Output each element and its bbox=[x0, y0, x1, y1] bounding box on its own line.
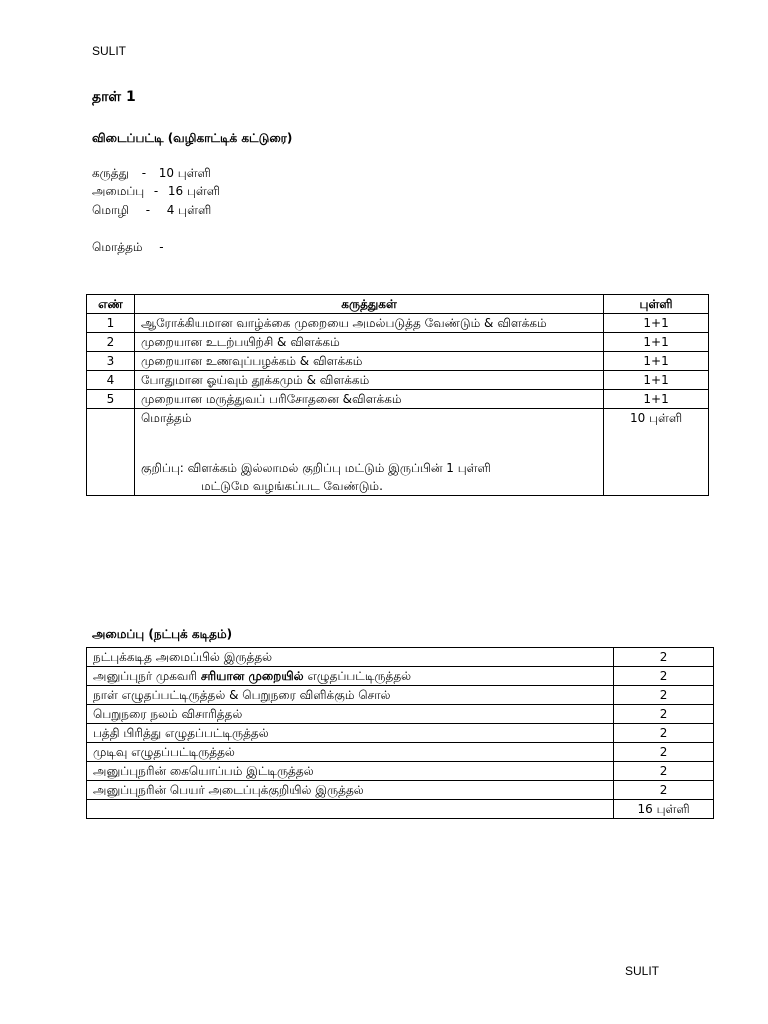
section1-heading: விடைப்பட்டி (வழிகாட்டிக் கட்டுரை) bbox=[92, 131, 293, 145]
row-number: 4 bbox=[87, 371, 135, 390]
marks-line-3 bbox=[92, 203, 211, 219]
marks-line-1 bbox=[92, 166, 211, 182]
table-row bbox=[87, 371, 709, 390]
marks-label: அமைப்பு bbox=[92, 184, 145, 198]
row-points: 2 bbox=[614, 724, 714, 743]
row-text: நாள் எழுதப்பட்டிருத்தல் & பெறுநரை விளிக்கும் சொல் bbox=[87, 686, 614, 705]
header-number: எண் bbox=[87, 295, 135, 314]
table-row bbox=[87, 390, 709, 409]
table-total-points: 10 புள்ளி bbox=[604, 409, 709, 496]
row-text: பெறுநரை நலம் விசாரித்தல் bbox=[87, 705, 614, 724]
empty-cell bbox=[87, 409, 135, 496]
row-points: 1+1 bbox=[604, 390, 709, 409]
row-points: 2 bbox=[614, 686, 714, 705]
marks-line-2 bbox=[92, 184, 220, 200]
total-dash: - bbox=[159, 240, 164, 254]
table-row bbox=[87, 314, 709, 333]
row-points: 2 bbox=[614, 743, 714, 762]
row-number: 5 bbox=[87, 390, 135, 409]
marks-label: மொழி bbox=[92, 203, 130, 217]
section2-heading: அமைப்பு (நட்புக் கடிதம்) bbox=[92, 627, 233, 641]
row-text: பத்தி பிரித்து எழுதப்பட்டிருத்தல் bbox=[87, 724, 614, 743]
marks-value: 4 புள்ளி bbox=[166, 203, 212, 217]
table-row bbox=[87, 333, 709, 352]
note-line-2: மட்டுமே வழங்கப்பட வேண்டும். bbox=[200, 479, 383, 493]
table-total-label: மொத்தம் bbox=[140, 411, 192, 425]
table-row bbox=[87, 667, 714, 686]
structure-marks-table bbox=[86, 647, 714, 819]
row-number: 1 bbox=[87, 314, 135, 333]
row-text bbox=[87, 667, 614, 686]
row-text-after: எழுதப்பட்டிருத்தல் bbox=[303, 669, 412, 683]
row-text: முடிவு எழுதப்பட்டிருத்தல் bbox=[87, 743, 614, 762]
table-row bbox=[87, 705, 714, 724]
table-row bbox=[87, 648, 714, 667]
table-header-row bbox=[87, 295, 709, 314]
row-points: 1+1 bbox=[604, 352, 709, 371]
row-points: 1+1 bbox=[604, 371, 709, 390]
row-text: அனுப்புநரின் கையொப்பம் இட்டிருத்தல் bbox=[87, 762, 614, 781]
table-row bbox=[87, 762, 714, 781]
sulit-header: SULIT bbox=[92, 44, 127, 58]
marks-dash: - bbox=[153, 184, 159, 198]
header-marks: புள்ளி bbox=[604, 295, 709, 314]
note-line-1: குறிப்பு: விளக்கம் இல்லாமல் குறிப்பு மட்டும் இருப்பின் 1 புள்ளி bbox=[140, 461, 491, 475]
table-row bbox=[87, 724, 714, 743]
row-text: முறையான உடற்பயிற்சி & விளக்கம் bbox=[134, 333, 603, 352]
row-text-before: அனுப்புநர் முகவரி bbox=[93, 669, 201, 683]
row-points: 1+1 bbox=[604, 333, 709, 352]
table-total-row bbox=[87, 800, 714, 819]
row-text: முறையான உணவுப்பழக்கம் & விளக்கம் bbox=[134, 352, 603, 371]
row-number: 2 bbox=[87, 333, 135, 352]
row-text: ஆரோக்கியமான வாழ்க்கை முறையை அமல்படுத்த வேண்டும் & விளக்கம் bbox=[134, 314, 603, 333]
table-row bbox=[87, 781, 714, 800]
total-and-note-cell bbox=[134, 409, 603, 496]
row-points: 2 bbox=[614, 781, 714, 800]
marks-label: கருத்து bbox=[92, 166, 130, 180]
table-row bbox=[87, 686, 714, 705]
content-marks-table bbox=[86, 294, 709, 496]
row-points: 2 bbox=[614, 648, 714, 667]
row-text: நட்புக்கடித அமைப்பில் இருத்தல் bbox=[87, 648, 614, 667]
marks-dash: - bbox=[145, 203, 151, 217]
table-row bbox=[87, 743, 714, 762]
marks-dash: - bbox=[141, 166, 147, 180]
row-text: அனுப்புநரின் பெயர் அடைப்புக்குறியில் இருத்தல் bbox=[87, 781, 614, 800]
paper-title: தாள் 1 bbox=[92, 89, 136, 105]
row-points: 2 bbox=[614, 762, 714, 781]
marks-value: 10 புள்ளி bbox=[158, 166, 211, 180]
total-line bbox=[92, 240, 176, 256]
row-number: 3 bbox=[87, 352, 135, 371]
row-text: போதுமான ஓய்வும் தூக்கமும் & விளக்கம் bbox=[134, 371, 603, 390]
row-text-bold: சரியான முறையில் bbox=[200, 669, 304, 683]
row-points: 1+1 bbox=[604, 314, 709, 333]
sulit-footer: SULIT bbox=[625, 964, 660, 978]
marks-value: 16 புள்ளி bbox=[167, 184, 220, 198]
table-total-points: 16 புள்ளி bbox=[614, 800, 714, 819]
table-row bbox=[87, 352, 709, 371]
header-points-list: கருத்துகள் bbox=[134, 295, 603, 314]
row-points: 2 bbox=[614, 705, 714, 724]
empty-cell bbox=[87, 800, 614, 819]
row-text: முறையான மருத்துவப் பரிசோதனை &விளக்கம் bbox=[134, 390, 603, 409]
row-points: 2 bbox=[614, 667, 714, 686]
total-label: மொத்தம் bbox=[92, 240, 143, 254]
table-total-row bbox=[87, 409, 709, 496]
